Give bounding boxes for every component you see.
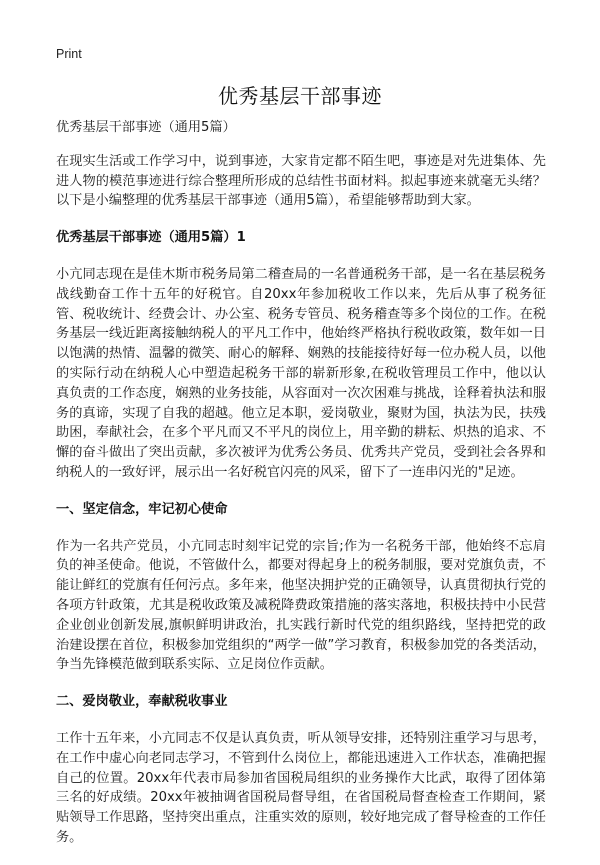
subsection-heading-2: 二、爱岗敬业，奉献税收事业	[56, 694, 228, 710]
subsection-paragraph-2: 工作十五年来，小亢同志不仅是认真负责，听从领导安排，还特别注重学习与思考，在工作中虚心向老同志学习，不管到什么岗位上，都能迅速进入工作状态，准确把握自己的位置。20xx年代表市局参加省国税局组织的业务操作大比武，取得了团体第三名的好成绩。20xx年被抽调省国税局督导组，在省国税局督查检查工作期间，紧贴领导工作思路，坚持突出重点，注重实效的原则，较好地完成了督导检查的工作任务。	[56, 730, 546, 845]
document-title: 优秀基层干部事迹	[218, 84, 382, 108]
document-body	[56, 118, 546, 865]
section-paragraph: 小亢同志现在是佳木斯市税务局第二稽查局的一名普通税务干部，是一名在基层税务战线勤奋工作十五年的好税官。自20xx年参加税收工作以来，先后从事了税务征管、税收统计、经费会计、办公室、税务专管员、税务稽查等多个岗位的工作。在税务基层一线近距离接触纳税人的平凡工作中，他始终严格执行税收政策，数年如一日以饱满的热情、温馨的微笑、耐心的解释、娴熟的技能接待好每一位办税人员，以他的实际行动在纳税人心中塑造起税务干部的崭新形象,在税收管理员工作中，他以认真负责的工作态度，娴熟的业务技能，从容面对一次次困难与挑战，诠释着执法和服务的真谛，实现了自我的超越。他立足本职，爱岗敬业，聚财为国，执法为民，扶残助困，奉献社会，在多个平凡而又不平凡的岗位上，用辛勤的耕耘、炽热的追求、不懈的奋斗做出了突出贡献，多次被评为优秀公务员、优秀共产党员，受到社会各界和纳税人的一致好评，展示出一名好税官闪亮的风采，留下了一连串闪光的"足迹。	[56, 266, 546, 480]
document-subtitle: 优秀基层干部事迹（通用5篇）	[56, 120, 236, 135]
section-heading: 优秀基层干部事迹（通用5篇）1	[56, 230, 246, 246]
subsection-heading-1: 一、坚定信念，牢记初心使命	[56, 501, 228, 517]
intro-paragraph: 在现实生活或工作学习中，说到事迹，大家肯定都不陌生吧，事迹是对先进集体、先进人物的模范事迹进行综合整理所形成的总结性书面材料。拟起事迹来就毫无头绪？以下是小编整理的优秀基层干部事迹（通用5篇），希望能够帮助到大家。	[56, 153, 546, 209]
print-link[interactable]: Print	[56, 47, 82, 61]
subsection-paragraph-1: 作为一名共产党员，小亢同志时刻牢记党的宗旨;作为一名税务干部，他始终不忘肩负的神圣使命。他说，不管做什么，都要对得起身上的税务制服，要对党旗负责，不能让鲜红的党旗有任何污点。多年来，他坚决拥护党的正确领导，认真贯彻执行党的各项方针政策，尤其是税收政策及减税降费政策措施的落实落地，积极扶持中小民营企业创业创新发展,旗帜鲜明讲政治，扎实践行新时代党的组织路线，坚持把党的政治建设摆在首位，积极参加党组织的“两学一做”学习教育，积极参加党的各类活动，争当先锋模范做到联系实际、立足岗位作贡献。	[56, 538, 546, 673]
